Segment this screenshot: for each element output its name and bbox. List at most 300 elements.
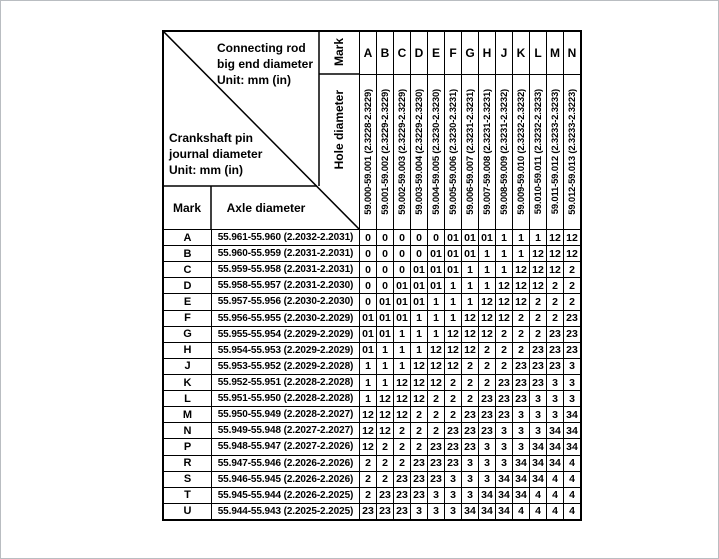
fit-H-C: 1 xyxy=(394,342,411,358)
hole-diameter-value-J xyxy=(496,75,513,230)
fit-T-N: 4 xyxy=(564,487,581,503)
fit-N-A: 12 xyxy=(360,423,377,439)
column-mark-F: F xyxy=(445,32,462,75)
fit-F-L: 2 xyxy=(530,310,547,326)
fit-G-E: 1 xyxy=(428,326,445,342)
fit-F-G: 12 xyxy=(462,310,479,326)
fit-A-F: 01 xyxy=(445,230,462,246)
hole-diameter-value-text-A: 59.000-59.001 (2.3228-2.3229) xyxy=(362,89,374,215)
table-corner-header xyxy=(163,31,359,229)
fit-F-J: 12 xyxy=(496,310,513,326)
fit-U-K: 4 xyxy=(513,503,530,519)
axle-diameter-header: Axle diameter xyxy=(226,200,306,215)
fit-C-E: 01 xyxy=(428,262,445,278)
fit-K-M: 3 xyxy=(547,374,564,390)
row-mark-P: P xyxy=(164,439,212,455)
fit-R-C: 2 xyxy=(394,455,411,471)
fit-F-D: 1 xyxy=(411,310,428,326)
fit-M-F: 2 xyxy=(445,407,462,423)
row-mark-M: M xyxy=(164,407,212,423)
fit-H-M: 23 xyxy=(547,342,564,358)
connecting-rod-label-line2: big end diameter xyxy=(217,57,314,71)
hole-diameter-header-text: Hole diameter xyxy=(332,90,346,170)
axle-diameter-G: 55.955-55.954 (2.2029-2.2029) xyxy=(212,326,360,342)
column-mark-G: G xyxy=(462,32,479,75)
hole-diameter-value-text-B: 59.001-59.002 (2.3229-2.3229) xyxy=(379,89,391,215)
column-mark-E: E xyxy=(428,32,445,75)
table-row-C xyxy=(164,262,581,278)
fit-C-H: 1 xyxy=(479,262,496,278)
table-row-M xyxy=(164,407,581,423)
table-row-J xyxy=(164,358,581,374)
table-row-L xyxy=(164,391,581,407)
fit-P-A: 12 xyxy=(360,439,377,455)
hole-diameter-value-C xyxy=(394,75,411,230)
axle-diameter-K: 55.952-55.951 (2.2028-2.2028) xyxy=(212,374,360,390)
fit-B-L: 12 xyxy=(530,246,547,262)
table-row-D xyxy=(164,278,581,294)
fit-C-F: 01 xyxy=(445,262,462,278)
fit-T-F: 3 xyxy=(445,487,462,503)
axle-diameter-A: 55.961-55.960 (2.2032-2.2031) xyxy=(212,230,360,246)
fit-M-H: 23 xyxy=(479,407,496,423)
fit-A-J: 1 xyxy=(496,230,513,246)
fit-T-G: 3 xyxy=(462,487,479,503)
fit-M-M: 3 xyxy=(547,407,564,423)
crankshaft-pin-label-line3: Unit: mm (in) xyxy=(169,163,243,177)
fit-D-K: 12 xyxy=(513,278,530,294)
fit-D-H: 1 xyxy=(479,278,496,294)
fit-C-C: 0 xyxy=(394,262,411,278)
hole-diameter-value-B xyxy=(377,75,394,230)
row-mark-K: K xyxy=(164,374,212,390)
hole-diameter-value-text-F: 59.005-59.006 (2.3230-2.3231) xyxy=(447,89,459,215)
fit-U-J: 34 xyxy=(496,503,513,519)
fit-N-G: 23 xyxy=(462,423,479,439)
fit-F-B: 01 xyxy=(377,310,394,326)
fit-B-C: 0 xyxy=(394,246,411,262)
fit-R-G: 3 xyxy=(462,455,479,471)
fit-E-E: 1 xyxy=(428,294,445,310)
fit-M-G: 23 xyxy=(462,407,479,423)
fit-N-K: 3 xyxy=(513,423,530,439)
fit-D-C: 01 xyxy=(394,278,411,294)
fit-E-L: 2 xyxy=(530,294,547,310)
fit-G-M: 23 xyxy=(547,326,564,342)
fit-T-E: 3 xyxy=(428,487,445,503)
axle-diameter-F: 55.956-55.955 (2.2030-2.2029) xyxy=(212,310,360,326)
fit-C-A: 0 xyxy=(360,262,377,278)
fit-C-M: 12 xyxy=(547,262,564,278)
hole-diameter-value-text-H: 59.007-59.008 (2.3231-2.3231) xyxy=(481,89,493,215)
fit-H-L: 23 xyxy=(530,342,547,358)
fit-E-M: 2 xyxy=(547,294,564,310)
fit-T-D: 23 xyxy=(411,487,428,503)
connecting-rod-label xyxy=(217,40,313,88)
axle-diameter-J: 55.953-55.952 (2.2029-2.2028) xyxy=(212,358,360,374)
fit-L-C: 12 xyxy=(394,391,411,407)
hole-diameter-row xyxy=(359,74,581,230)
fit-M-N: 34 xyxy=(564,407,581,423)
hole-diameter-value-H xyxy=(479,75,496,230)
fit-C-N: 2 xyxy=(564,262,581,278)
fit-E-G: 1 xyxy=(462,294,479,310)
fit-L-A: 1 xyxy=(360,391,377,407)
fit-A-H: 01 xyxy=(479,230,496,246)
axle-diameter-T: 55.945-55.944 (2.2026-2.2025) xyxy=(212,487,360,503)
crankshaft-pin-label xyxy=(169,130,262,178)
fit-P-M: 34 xyxy=(547,439,564,455)
fit-B-J: 1 xyxy=(496,246,513,262)
fit-P-E: 23 xyxy=(428,439,445,455)
fit-L-B: 12 xyxy=(377,391,394,407)
column-mark-header xyxy=(319,31,359,74)
fit-J-H: 2 xyxy=(479,358,496,374)
fit-T-J: 34 xyxy=(496,487,513,503)
fit-F-F: 1 xyxy=(445,310,462,326)
hole-diameter-value-L xyxy=(530,75,547,230)
row-mark-D: D xyxy=(164,278,212,294)
fit-J-F: 12 xyxy=(445,358,462,374)
column-mark-D: D xyxy=(411,32,428,75)
fit-S-C: 23 xyxy=(394,471,411,487)
hole-diameter-value-text-L: 59.010-59.011 (2.3232-2.3233) xyxy=(532,89,544,215)
fit-P-J: 3 xyxy=(496,439,513,455)
fit-J-E: 12 xyxy=(428,358,445,374)
fit-J-D: 12 xyxy=(411,358,428,374)
fit-T-M: 4 xyxy=(547,487,564,503)
fit-D-J: 12 xyxy=(496,278,513,294)
hole-diameter-value-D xyxy=(411,75,428,230)
table-row-E xyxy=(164,294,581,310)
fit-K-F: 2 xyxy=(445,374,462,390)
row-mark-header: Mark xyxy=(172,200,201,215)
fit-U-N: 4 xyxy=(564,503,581,519)
fit-B-A: 0 xyxy=(360,246,377,262)
fit-C-J: 1 xyxy=(496,262,513,278)
fit-R-B: 2 xyxy=(377,455,394,471)
fit-T-L: 4 xyxy=(530,487,547,503)
fit-J-B: 1 xyxy=(377,358,394,374)
fit-D-M: 2 xyxy=(547,278,564,294)
fit-L-M: 3 xyxy=(547,391,564,407)
fit-A-C: 0 xyxy=(394,230,411,246)
fit-J-N: 3 xyxy=(564,358,581,374)
axle-diameter-H: 55.954-55.953 (2.2029-2.2029) xyxy=(212,342,360,358)
fit-B-F: 01 xyxy=(445,246,462,262)
fit-N-N: 34 xyxy=(564,423,581,439)
fit-F-C: 01 xyxy=(394,310,411,326)
fit-G-N: 23 xyxy=(564,326,581,342)
table-row-R xyxy=(164,455,581,471)
fit-N-C: 2 xyxy=(394,423,411,439)
fit-B-M: 12 xyxy=(547,246,564,262)
fit-F-M: 2 xyxy=(547,310,564,326)
axle-diameter-D: 55.958-55.957 (2.2031-2.2030) xyxy=(212,278,360,294)
hole-diameter-value-text-J: 59.008-59.009 (2.3231-2.3232) xyxy=(498,89,510,215)
fit-R-H: 3 xyxy=(479,455,496,471)
fit-D-D: 01 xyxy=(411,278,428,294)
axle-diameter-L: 55.951-55.950 (2.2028-2.2028) xyxy=(212,391,360,407)
fit-N-E: 2 xyxy=(428,423,445,439)
hole-diameter-value-text-E: 59.004-59.005 (2.3230-2.3230) xyxy=(430,89,442,215)
fit-H-J: 2 xyxy=(496,342,513,358)
fit-P-F: 23 xyxy=(445,439,462,455)
column-mark-H: H xyxy=(479,32,496,75)
fit-J-M: 23 xyxy=(547,358,564,374)
row-mark-S: S xyxy=(164,471,212,487)
fit-B-N: 12 xyxy=(564,246,581,262)
fit-F-A: 01 xyxy=(360,310,377,326)
column-mark-K: K xyxy=(513,32,530,75)
fit-U-F: 3 xyxy=(445,503,462,519)
row-mark-L: L xyxy=(164,391,212,407)
fit-S-D: 23 xyxy=(411,471,428,487)
fit-A-D: 0 xyxy=(411,230,428,246)
fit-R-A: 2 xyxy=(360,455,377,471)
fit-T-A: 2 xyxy=(360,487,377,503)
fit-A-M: 12 xyxy=(547,230,564,246)
fit-R-N: 4 xyxy=(564,455,581,471)
fit-H-B: 1 xyxy=(377,342,394,358)
fit-F-E: 1 xyxy=(428,310,445,326)
fit-K-B: 1 xyxy=(377,374,394,390)
axle-diameter-S: 55.946-55.945 (2.2026-2.2026) xyxy=(212,471,360,487)
fit-L-L: 3 xyxy=(530,391,547,407)
fit-L-J: 23 xyxy=(496,391,513,407)
fit-D-B: 0 xyxy=(377,278,394,294)
fit-K-D: 12 xyxy=(411,374,428,390)
fit-H-N: 23 xyxy=(564,342,581,358)
hole-diameter-value-text-G: 59.006-59.007 (2.3231-2.3231) xyxy=(464,89,476,215)
table-row-N xyxy=(164,423,581,439)
axle-diameter-N: 55.949-55.948 (2.2027-2.2027) xyxy=(212,423,360,439)
row-mark-B: B xyxy=(164,246,212,262)
fit-N-L: 3 xyxy=(530,423,547,439)
fit-A-K: 1 xyxy=(513,230,530,246)
fit-S-E: 23 xyxy=(428,471,445,487)
fit-F-N: 23 xyxy=(564,310,581,326)
fit-G-B: 01 xyxy=(377,326,394,342)
fit-K-L: 23 xyxy=(530,374,547,390)
fit-L-G: 2 xyxy=(462,391,479,407)
fit-H-K: 2 xyxy=(513,342,530,358)
fit-E-C: 01 xyxy=(394,294,411,310)
fit-B-D: 0 xyxy=(411,246,428,262)
fit-S-A: 2 xyxy=(360,471,377,487)
fit-M-L: 3 xyxy=(530,407,547,423)
fit-M-D: 2 xyxy=(411,407,428,423)
bearing-selection-table xyxy=(163,31,581,520)
fit-N-B: 12 xyxy=(377,423,394,439)
hole-diameter-value-A xyxy=(360,75,377,230)
fit-A-B: 0 xyxy=(377,230,394,246)
fit-S-J: 34 xyxy=(496,471,513,487)
row-mark-C: C xyxy=(164,262,212,278)
fit-S-N: 4 xyxy=(564,471,581,487)
column-mark-M: M xyxy=(547,32,564,75)
fit-D-A: 0 xyxy=(360,278,377,294)
table-row-B xyxy=(164,246,581,262)
fit-C-K: 12 xyxy=(513,262,530,278)
fit-N-F: 23 xyxy=(445,423,462,439)
table-row-G xyxy=(164,326,581,342)
fit-H-D: 1 xyxy=(411,342,428,358)
fit-U-A: 23 xyxy=(360,503,377,519)
fit-P-B: 2 xyxy=(377,439,394,455)
axle-diameter-P: 55.948-55.947 (2.2027-2.2026) xyxy=(212,439,360,455)
column-marks-cells xyxy=(360,32,581,75)
row-mark-R: R xyxy=(164,455,212,471)
hole-diameter-value-text-M: 59.011-59.012 (2.3233-2.3233) xyxy=(549,89,561,215)
hole-diameter-value-F xyxy=(445,75,462,230)
fit-R-J: 3 xyxy=(496,455,513,471)
crankshaft-pin-label-line2: journal diameter xyxy=(169,147,263,161)
fit-M-B: 12 xyxy=(377,407,394,423)
fit-S-F: 3 xyxy=(445,471,462,487)
row-mark-N: N xyxy=(164,423,212,439)
column-mark-J: J xyxy=(496,32,513,75)
fit-L-F: 2 xyxy=(445,391,462,407)
fit-U-L: 4 xyxy=(530,503,547,519)
column-mark-N: N xyxy=(564,32,581,75)
fit-F-K: 2 xyxy=(513,310,530,326)
fit-G-J: 2 xyxy=(496,326,513,342)
fit-J-J: 2 xyxy=(496,358,513,374)
fit-K-C: 12 xyxy=(394,374,411,390)
hole-diameter-value-E xyxy=(428,75,445,230)
row-mark-J: J xyxy=(164,358,212,374)
column-mark-L: L xyxy=(530,32,547,75)
hole-diameter-value-N xyxy=(564,75,581,230)
connecting-rod-label-line3: Unit: mm (in) xyxy=(217,73,291,87)
axle-diameter-M: 55.950-55.949 (2.2028-2.2027) xyxy=(212,407,360,423)
hole-diameter-value-G xyxy=(462,75,479,230)
fit-M-J: 23 xyxy=(496,407,513,423)
table-row-K xyxy=(164,374,581,390)
table-row-S xyxy=(164,471,581,487)
fit-C-D: 01 xyxy=(411,262,428,278)
axle-diameter-U: 55.944-55.943 (2.2025-2.2025) xyxy=(212,503,360,519)
fit-R-E: 23 xyxy=(428,455,445,471)
fit-T-H: 34 xyxy=(479,487,496,503)
fit-R-K: 34 xyxy=(513,455,530,471)
fit-R-D: 23 xyxy=(411,455,428,471)
connecting-rod-label-line1: Connecting rod xyxy=(217,41,306,55)
fit-E-K: 12 xyxy=(513,294,530,310)
hole-diameter-value-text-N: 59.012-59.013 (2.3233-2.3223) xyxy=(566,89,578,215)
fit-H-H: 2 xyxy=(479,342,496,358)
row-mark-E: E xyxy=(164,294,212,310)
fit-D-E: 01 xyxy=(428,278,445,294)
fit-U-M: 4 xyxy=(547,503,564,519)
fit-B-K: 1 xyxy=(513,246,530,262)
fit-T-K: 34 xyxy=(513,487,530,503)
hole-diameter-value-M xyxy=(547,75,564,230)
fit-N-J: 3 xyxy=(496,423,513,439)
fit-G-K: 2 xyxy=(513,326,530,342)
fit-A-E: 0 xyxy=(428,230,445,246)
fit-B-G: 01 xyxy=(462,246,479,262)
fit-E-N: 2 xyxy=(564,294,581,310)
fit-R-F: 23 xyxy=(445,455,462,471)
row-mark-U: U xyxy=(164,503,212,519)
hole-diameter-header xyxy=(319,74,359,186)
fit-N-H: 23 xyxy=(479,423,496,439)
hole-diameter-value-text-K: 59.009-59.010 (2.3232-2.3232) xyxy=(515,89,527,215)
fit-C-L: 12 xyxy=(530,262,547,278)
fit-A-G: 01 xyxy=(462,230,479,246)
fit-G-G: 12 xyxy=(462,326,479,342)
fit-K-H: 2 xyxy=(479,374,496,390)
table-row-A xyxy=(164,230,581,246)
fit-B-H: 1 xyxy=(479,246,496,262)
fit-K-J: 23 xyxy=(496,374,513,390)
fit-A-N: 12 xyxy=(564,230,581,246)
fit-H-G: 12 xyxy=(462,342,479,358)
fit-S-K: 34 xyxy=(513,471,530,487)
fit-M-K: 3 xyxy=(513,407,530,423)
fit-P-L: 34 xyxy=(530,439,547,455)
fit-K-K: 23 xyxy=(513,374,530,390)
row-mark-G: G xyxy=(164,326,212,342)
fit-E-A: 0 xyxy=(360,294,377,310)
fit-J-A: 1 xyxy=(360,358,377,374)
fit-S-H: 3 xyxy=(479,471,496,487)
fit-S-G: 3 xyxy=(462,471,479,487)
fit-K-G: 2 xyxy=(462,374,479,390)
row-mark-F: F xyxy=(164,310,212,326)
fit-A-L: 1 xyxy=(530,230,547,246)
fit-S-L: 34 xyxy=(530,471,547,487)
fit-M-C: 12 xyxy=(394,407,411,423)
fit-C-G: 1 xyxy=(462,262,479,278)
fit-U-G: 34 xyxy=(462,503,479,519)
fit-E-F: 1 xyxy=(445,294,462,310)
fit-B-E: 01 xyxy=(428,246,445,262)
fit-U-H: 34 xyxy=(479,503,496,519)
fit-T-B: 23 xyxy=(377,487,394,503)
fit-L-N: 3 xyxy=(564,391,581,407)
hole-diameter-value-text-C: 59.002-59.003 (2.3229-2.3229) xyxy=(396,89,408,215)
fit-P-K: 3 xyxy=(513,439,530,455)
fit-L-K: 23 xyxy=(513,391,530,407)
column-mark-B: B xyxy=(377,32,394,75)
row-mark-H: H xyxy=(164,342,212,358)
fit-J-G: 2 xyxy=(462,358,479,374)
fit-P-G: 23 xyxy=(462,439,479,455)
fit-U-E: 3 xyxy=(428,503,445,519)
fit-C-B: 0 xyxy=(377,262,394,278)
fit-D-N: 2 xyxy=(564,278,581,294)
fit-M-A: 12 xyxy=(360,407,377,423)
fit-R-M: 34 xyxy=(547,455,564,471)
fit-M-E: 2 xyxy=(428,407,445,423)
fit-D-L: 12 xyxy=(530,278,547,294)
hole-diameter-value-text-D: 59.003-59.004 (2.3229-2.3230) xyxy=(413,89,425,215)
axle-diameter-E: 55.957-55.956 (2.2030-2.2030) xyxy=(212,294,360,310)
fit-J-L: 23 xyxy=(530,358,547,374)
axle-diameter-B: 55.960-55.959 (2.2031-2.2031) xyxy=(212,246,360,262)
fit-P-D: 2 xyxy=(411,439,428,455)
fit-H-E: 12 xyxy=(428,342,445,358)
selection-grid xyxy=(163,229,581,520)
fit-E-H: 12 xyxy=(479,294,496,310)
axle-diameter-R: 55.947-55.946 (2.2026-2.2026) xyxy=(212,455,360,471)
fit-G-F: 12 xyxy=(445,326,462,342)
hole-diameter-cells xyxy=(360,75,581,230)
fit-U-C: 23 xyxy=(394,503,411,519)
